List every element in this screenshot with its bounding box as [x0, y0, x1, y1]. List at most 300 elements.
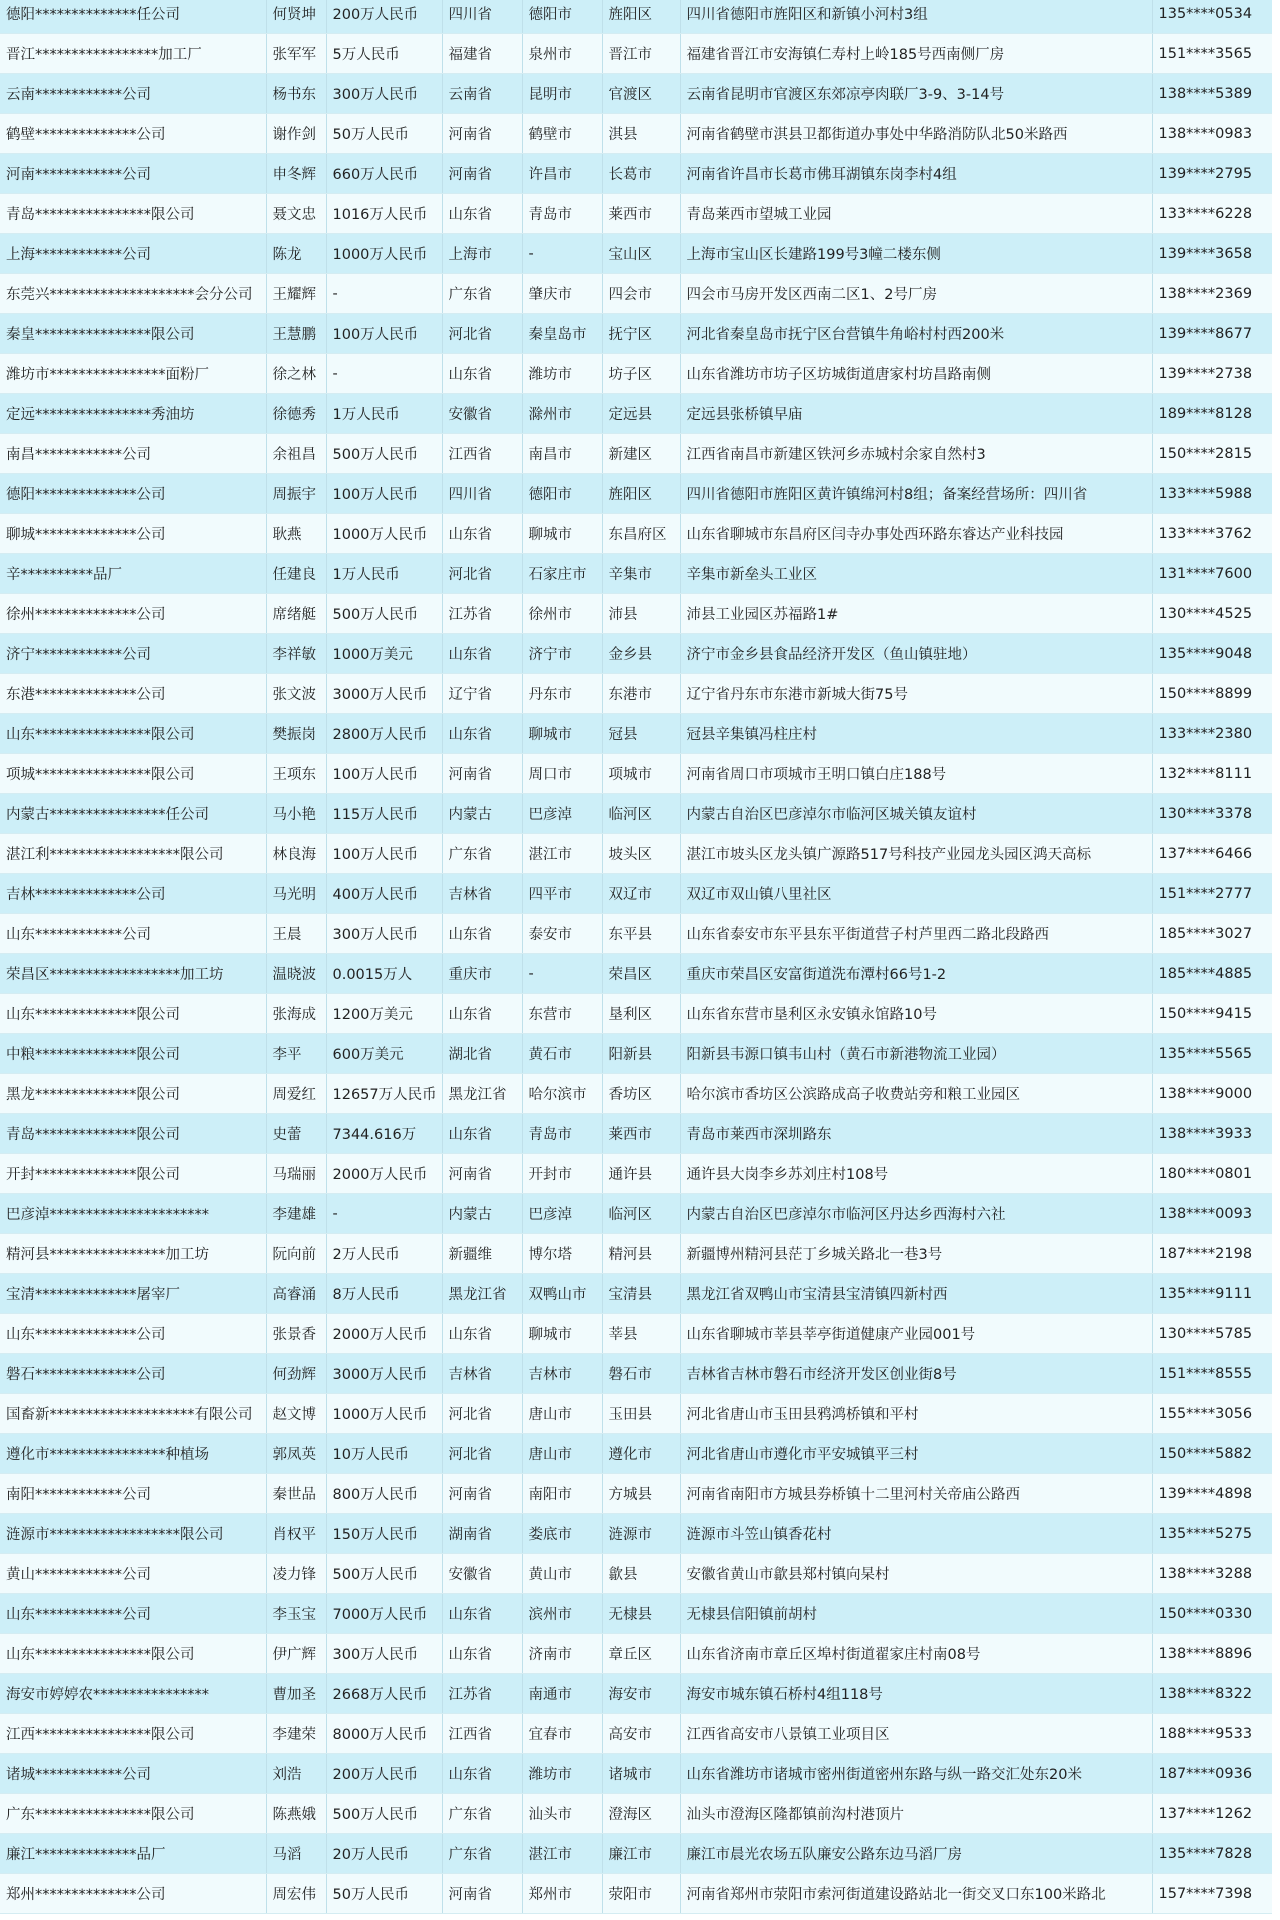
phone-cell: 150****9415 [1152, 994, 1272, 1034]
city-cell: 宜春市 [522, 1714, 602, 1754]
province-cell: 河北省 [442, 1394, 522, 1434]
phone-cell: 138****9000 [1152, 1074, 1272, 1114]
province-cell: 黑龙江省 [442, 1274, 522, 1314]
registered-capital-cell: 2000万人民币 [326, 1154, 442, 1194]
legal-rep-cell: 张景香 [266, 1314, 326, 1354]
company-name-cell: 精河县****************加工坊 [0, 1234, 266, 1274]
table-row[interactable] [0, 634, 1272, 674]
registered-capital-cell: 115万人民币 [326, 794, 442, 834]
phone-cell: 135****0534 [1152, 0, 1272, 34]
district-cell: 临河区 [602, 794, 680, 834]
company-name-cell: 济宁************公司 [0, 634, 266, 674]
table-row[interactable] [0, 1434, 1272, 1474]
legal-rep-cell: 马滔 [266, 1834, 326, 1874]
table-row[interactable] [0, 1114, 1272, 1154]
company-name-cell: 秦皇****************限公司 [0, 314, 266, 354]
legal-rep-cell: 王慧鹏 [266, 314, 326, 354]
province-cell: 河南省 [442, 754, 522, 794]
legal-rep-cell: 凌力锋 [266, 1554, 326, 1594]
province-cell: 上海市 [442, 234, 522, 274]
company-name-cell: 南阳************公司 [0, 1474, 266, 1514]
legal-rep-cell: 张海成 [266, 994, 326, 1034]
phone-cell: 130****5785 [1152, 1314, 1272, 1354]
table-row[interactable] [0, 34, 1272, 74]
phone-cell: 151****8555 [1152, 1354, 1272, 1394]
company-name-cell: 辛**********品厂 [0, 554, 266, 594]
phone-cell: 135****9048 [1152, 634, 1272, 674]
table-row[interactable] [0, 74, 1272, 114]
district-cell: 精河县 [602, 1234, 680, 1274]
table-row[interactable] [0, 1034, 1272, 1074]
province-cell: 山东省 [442, 994, 522, 1034]
district-cell: 无棣县 [602, 1594, 680, 1634]
table-row[interactable] [0, 874, 1272, 914]
registered-capital-cell: 100万人民币 [326, 474, 442, 514]
legal-rep-cell: 任建良 [266, 554, 326, 594]
legal-rep-cell: 樊振岗 [266, 714, 326, 754]
table-row[interactable] [0, 1634, 1272, 1674]
table-row[interactable] [0, 1874, 1272, 1914]
legal-rep-cell: 王项东 [266, 754, 326, 794]
city-cell: 济南市 [522, 1634, 602, 1674]
district-cell: 涟源市 [602, 1514, 680, 1554]
company-name-cell: 黄山************公司 [0, 1554, 266, 1594]
legal-rep-cell: 王晨 [266, 914, 326, 954]
phone-cell: 137****6466 [1152, 834, 1272, 874]
province-cell: 安徽省 [442, 1554, 522, 1594]
legal-rep-cell: 肖权平 [266, 1514, 326, 1554]
legal-rep-cell: 马小艳 [266, 794, 326, 834]
table-row[interactable] [0, 274, 1272, 314]
phone-cell: 133****6228 [1152, 194, 1272, 234]
company-name-cell: 徐州**************公司 [0, 594, 266, 634]
legal-rep-cell: 史蕾 [266, 1114, 326, 1154]
city-cell: 黄山市 [522, 1554, 602, 1594]
table-row[interactable] [0, 0, 1272, 34]
phone-cell: 139****4898 [1152, 1474, 1272, 1514]
phone-cell: 130****3378 [1152, 794, 1272, 834]
registered-capital-cell: 1万人民币 [326, 554, 442, 594]
company-name-cell: 东莞兴********************会分公司 [0, 274, 266, 314]
table-row[interactable] [0, 114, 1272, 154]
address-cell: 青岛莱西市望城工业园 [680, 194, 1152, 234]
table-row[interactable] [0, 1594, 1272, 1634]
legal-rep-cell: 陈燕娥 [266, 1794, 326, 1834]
phone-cell: 155****3056 [1152, 1394, 1272, 1434]
district-cell: 旌阳区 [602, 0, 680, 34]
city-cell: 聊城市 [522, 714, 602, 754]
table-row[interactable] [0, 1554, 1272, 1594]
registered-capital-cell: 2000万人民币 [326, 1314, 442, 1354]
district-cell: 长葛市 [602, 154, 680, 194]
table-row[interactable] [0, 1514, 1272, 1554]
address-cell: 廉江市晨光农场五队廉安公路东边马滔厂房 [680, 1834, 1152, 1874]
legal-rep-cell: 何贤坤 [266, 0, 326, 34]
address-cell: 海安市城东镇石桥村4组118号 [680, 1674, 1152, 1714]
registered-capital-cell: 7344.616万 [326, 1114, 442, 1154]
table-row[interactable] [0, 1354, 1272, 1394]
registered-capital-cell: 1000万美元 [326, 634, 442, 674]
phone-cell: 139****2738 [1152, 354, 1272, 394]
city-cell: 郑州市 [522, 1874, 602, 1914]
phone-cell: 138****8896 [1152, 1634, 1272, 1674]
province-cell: 山东省 [442, 914, 522, 954]
district-cell: 诸城市 [602, 1754, 680, 1794]
company-name-cell: 河南************公司 [0, 154, 266, 194]
registered-capital-cell: 150万人民币 [326, 1514, 442, 1554]
address-cell: 黑龙江省双鸭山市宝清县宝清镇四新村西 [680, 1274, 1152, 1314]
address-cell: 汕头市澄海区隆都镇前沟村港顶片 [680, 1794, 1152, 1834]
phone-cell: 139****3658 [1152, 234, 1272, 274]
table-row[interactable] [0, 754, 1272, 794]
table-row[interactable] [0, 194, 1272, 234]
district-cell: 章丘区 [602, 1634, 680, 1674]
city-cell: 滁州市 [522, 394, 602, 434]
district-cell: 项城市 [602, 754, 680, 794]
legal-rep-cell: 高睿涌 [266, 1274, 326, 1314]
table-row[interactable] [0, 514, 1272, 554]
province-cell: 安徽省 [442, 394, 522, 434]
table-row[interactable] [0, 1314, 1272, 1354]
city-cell: 双鸭山市 [522, 1274, 602, 1314]
table-row[interactable] [0, 994, 1272, 1034]
province-cell: 广东省 [442, 1794, 522, 1834]
province-cell: 吉林省 [442, 1354, 522, 1394]
company-name-cell: 鹤壁**************公司 [0, 114, 266, 154]
registered-capital-cell: 100万人民币 [326, 314, 442, 354]
address-cell: 新疆博州精河县茫丁乡城关路北一巷3号 [680, 1234, 1152, 1274]
legal-rep-cell: 谢作剑 [266, 114, 326, 154]
city-cell: - [522, 234, 602, 274]
table-row[interactable] [0, 1154, 1272, 1194]
address-cell: 河南省许昌市长葛市佛耳湖镇东岗李村4组 [680, 154, 1152, 194]
legal-rep-cell: 李建雄 [266, 1194, 326, 1234]
legal-rep-cell: 陈龙 [266, 234, 326, 274]
address-cell: 江西省南昌市新建区铁河乡赤城村余家自然村3 [680, 434, 1152, 474]
phone-cell: 135****5565 [1152, 1034, 1272, 1074]
registered-capital-cell: 1万人民币 [326, 394, 442, 434]
address-cell: 安徽省黄山市歙县郑村镇向杲村 [680, 1554, 1152, 1594]
city-cell: - [522, 954, 602, 994]
phone-cell: 137****1262 [1152, 1794, 1272, 1834]
province-cell: 福建省 [442, 34, 522, 74]
legal-rep-cell: 马光明 [266, 874, 326, 914]
phone-cell: 138****8322 [1152, 1674, 1272, 1714]
phone-cell: 150****0330 [1152, 1594, 1272, 1634]
table-row[interactable] [0, 1714, 1272, 1754]
city-cell: 黄石市 [522, 1034, 602, 1074]
province-cell: 山东省 [442, 514, 522, 554]
district-cell: 坊子区 [602, 354, 680, 394]
address-cell: 沛县工业园区苏福路1# [680, 594, 1152, 634]
legal-rep-cell: 耿燕 [266, 514, 326, 554]
address-cell: 内蒙古自治区巴彦淖尔市临河区丹达乡西海村六社 [680, 1194, 1152, 1234]
district-cell: 澄海区 [602, 1794, 680, 1834]
city-cell: 聊城市 [522, 1314, 602, 1354]
district-cell: 磐石市 [602, 1354, 680, 1394]
legal-rep-cell: 聂文忠 [266, 194, 326, 234]
phone-cell: 185****3027 [1152, 914, 1272, 954]
company-name-cell: 宝清**************屠宰厂 [0, 1274, 266, 1314]
province-cell: 广东省 [442, 274, 522, 314]
phone-cell: 185****4885 [1152, 954, 1272, 994]
registered-capital-cell: 7000万人民币 [326, 1594, 442, 1634]
phone-cell: 132****8111 [1152, 754, 1272, 794]
district-cell: 冠县 [602, 714, 680, 754]
phone-cell: 189****8128 [1152, 394, 1272, 434]
registered-capital-cell: 3000万人民币 [326, 1354, 442, 1394]
phone-cell: 157****7398 [1152, 1874, 1272, 1914]
legal-rep-cell: 张军军 [266, 34, 326, 74]
legal-rep-cell: 赵文博 [266, 1394, 326, 1434]
table-row[interactable] [0, 914, 1272, 954]
legal-rep-cell: 伊广辉 [266, 1634, 326, 1674]
city-cell: 哈尔滨市 [522, 1074, 602, 1114]
company-name-cell: 国畜新********************有限公司 [0, 1394, 266, 1434]
city-cell: 巴彦淖 [522, 1194, 602, 1234]
company-name-cell: 聊城**************公司 [0, 514, 266, 554]
registered-capital-cell: - [326, 274, 442, 314]
legal-rep-cell: 席绪艇 [266, 594, 326, 634]
table-row[interactable] [0, 1194, 1272, 1234]
registered-capital-cell: 800万人民币 [326, 1474, 442, 1514]
district-cell: 临河区 [602, 1194, 680, 1234]
registered-capital-cell: 500万人民币 [326, 594, 442, 634]
address-cell: 通许县大岗李乡苏刘庄村108号 [680, 1154, 1152, 1194]
address-cell: 湛江市坡头区龙头镇广源路517号科技产业园龙头园区鸿天高标 [680, 834, 1152, 874]
city-cell: 丹东市 [522, 674, 602, 714]
registered-capital-cell: 8000万人民币 [326, 1714, 442, 1754]
address-cell: 阳新县韦源口镇韦山村（黄石市新港物流工业园） [680, 1034, 1152, 1074]
city-cell: 青岛市 [522, 194, 602, 234]
company-name-cell: 江西****************限公司 [0, 1714, 266, 1754]
registered-capital-cell: 8万人民币 [326, 1274, 442, 1314]
table-row[interactable] [0, 1474, 1272, 1514]
district-cell: 歙县 [602, 1554, 680, 1594]
table-row[interactable] [0, 554, 1272, 594]
table-row[interactable] [0, 954, 1272, 994]
district-cell: 淇县 [602, 114, 680, 154]
address-cell: 山东省东营市垦利区永安镇永馆路10号 [680, 994, 1152, 1034]
district-cell: 旌阳区 [602, 474, 680, 514]
district-cell: 新建区 [602, 434, 680, 474]
legal-rep-cell: 何劲辉 [266, 1354, 326, 1394]
province-cell: 河南省 [442, 1474, 522, 1514]
company-name-cell: 涟源市******************限公司 [0, 1514, 266, 1554]
table-row[interactable] [0, 314, 1272, 354]
table-row[interactable] [0, 1674, 1272, 1714]
address-cell: 河北省唐山市玉田县鸦鸿桥镇和平村 [680, 1394, 1152, 1434]
registered-capital-cell: - [326, 354, 442, 394]
district-cell: 辛集市 [602, 554, 680, 594]
district-cell: 通许县 [602, 1154, 680, 1194]
city-cell: 泉州市 [522, 34, 602, 74]
company-name-cell: 青岛****************限公司 [0, 194, 266, 234]
province-cell: 河北省 [442, 314, 522, 354]
table-row[interactable] [0, 1074, 1272, 1114]
registered-capital-cell: 10万人民币 [326, 1434, 442, 1474]
table-row[interactable] [0, 394, 1272, 434]
address-cell: 四川省德阳市旌阳区黄许镇绵河村8组；备案经营场所：四川省 [680, 474, 1152, 514]
city-cell: 昆明市 [522, 74, 602, 114]
legal-rep-cell: 刘浩 [266, 1754, 326, 1794]
address-cell: 辽宁省丹东市东港市新城大街75号 [680, 674, 1152, 714]
address-cell: 四会市马房开发区西南二区1、2号厂房 [680, 274, 1152, 314]
address-cell: 哈尔滨市香坊区公滨路成高子收费站旁和粮工业园区 [680, 1074, 1152, 1114]
phone-cell: 151****2777 [1152, 874, 1272, 914]
legal-rep-cell: 王耀辉 [266, 274, 326, 314]
table-row[interactable] [0, 834, 1272, 874]
city-cell: 泰安市 [522, 914, 602, 954]
province-cell: 江西省 [442, 434, 522, 474]
registered-capital-cell: 20万人民币 [326, 1834, 442, 1874]
table-row[interactable] [0, 434, 1272, 474]
table-row[interactable] [0, 1394, 1272, 1434]
address-cell: 定远县张桥镇早庙 [680, 394, 1152, 434]
province-cell: 重庆市 [442, 954, 522, 994]
legal-rep-cell: 马瑞丽 [266, 1154, 326, 1194]
registered-capital-cell: 50万人民币 [326, 1874, 442, 1914]
phone-cell: 187****0936 [1152, 1754, 1272, 1794]
address-cell: 四川省德阳市旌阳区和新镇小河村3组 [680, 0, 1152, 34]
province-cell: 山东省 [442, 1114, 522, 1154]
phone-cell: 138****3933 [1152, 1114, 1272, 1154]
province-cell: 内蒙古 [442, 1194, 522, 1234]
district-cell: 荥阳市 [602, 1874, 680, 1914]
address-cell: 河南省鹤壁市淇县卫都街道办事处中华路消防队北50米路西 [680, 114, 1152, 154]
city-cell: 鹤壁市 [522, 114, 602, 154]
legal-rep-cell: 郭凤英 [266, 1434, 326, 1474]
address-cell: 辛集市新垒头工业区 [680, 554, 1152, 594]
city-cell: 青岛市 [522, 1114, 602, 1154]
province-cell: 湖北省 [442, 1034, 522, 1074]
address-cell: 河南省南阳市方城县券桥镇十二里河村关帝庙公路西 [680, 1474, 1152, 1514]
province-cell: 内蒙古 [442, 794, 522, 834]
company-name-cell: 晋江*****************加工厂 [0, 34, 266, 74]
province-cell: 河北省 [442, 554, 522, 594]
registered-capital-cell: 12657万人民币 [326, 1074, 442, 1114]
district-cell: 方城县 [602, 1474, 680, 1514]
registered-capital-cell: 1016万人民币 [326, 194, 442, 234]
province-cell: 四川省 [442, 474, 522, 514]
legal-rep-cell: 曹加圣 [266, 1674, 326, 1714]
district-cell: 莱西市 [602, 1114, 680, 1154]
registered-capital-cell: 100万人民币 [326, 754, 442, 794]
district-cell: 莘县 [602, 1314, 680, 1354]
province-cell: 山东省 [442, 354, 522, 394]
company-name-cell: 开封**************限公司 [0, 1154, 266, 1194]
province-cell: 山东省 [442, 1594, 522, 1634]
phone-cell: 135****5275 [1152, 1514, 1272, 1554]
phone-cell: 187****2198 [1152, 1234, 1272, 1274]
district-cell: 宝清县 [602, 1274, 680, 1314]
city-cell: 开封市 [522, 1154, 602, 1194]
company-name-cell: 内蒙古****************任公司 [0, 794, 266, 834]
table-row[interactable] [0, 1234, 1272, 1274]
address-cell: 山东省潍坊市诸城市密州街道密州东路与纵一路交汇处东20米 [680, 1754, 1152, 1794]
city-cell: 潍坊市 [522, 1754, 602, 1794]
company-name-cell: 山东**************限公司 [0, 994, 266, 1034]
province-cell: 辽宁省 [442, 674, 522, 714]
city-cell: 济宁市 [522, 634, 602, 674]
company-name-cell: 郑州**************公司 [0, 1874, 266, 1914]
table-row[interactable] [0, 1794, 1272, 1834]
city-cell: 娄底市 [522, 1514, 602, 1554]
address-cell: 福建省晋江市安海镇仁寿村上岭185号西南侧厂房 [680, 34, 1152, 74]
table-row[interactable] [0, 674, 1272, 714]
table-row[interactable] [0, 354, 1272, 394]
address-cell: 青岛市莱西市深圳路东 [680, 1114, 1152, 1154]
province-cell: 吉林省 [442, 874, 522, 914]
province-cell: 山东省 [442, 634, 522, 674]
province-cell: 黑龙江省 [442, 1074, 522, 1114]
table-row[interactable] [0, 1834, 1272, 1874]
table-row[interactable] [0, 474, 1272, 514]
registered-capital-cell: 0.0015万人 [326, 954, 442, 994]
city-cell: 南通市 [522, 1674, 602, 1714]
company-name-cell: 东港**************公司 [0, 674, 266, 714]
legal-rep-cell: 温晓波 [266, 954, 326, 994]
company-name-cell: 云南************公司 [0, 74, 266, 114]
table-row[interactable] [0, 234, 1272, 274]
address-cell: 河北省唐山市遵化市平安城镇平三村 [680, 1434, 1152, 1474]
address-cell: 吉林省吉林市磐石市经济开发区创业街8号 [680, 1354, 1152, 1394]
registered-capital-cell: 300万人民币 [326, 74, 442, 114]
company-name-cell: 上海************公司 [0, 234, 266, 274]
phone-cell: 131****7600 [1152, 554, 1272, 594]
table-row[interactable] [0, 154, 1272, 194]
city-cell: 肇庆市 [522, 274, 602, 314]
city-cell: 唐山市 [522, 1394, 602, 1434]
legal-rep-cell: 秦世品 [266, 1474, 326, 1514]
address-cell: 内蒙古自治区巴彦淖尔市临河区城关镇友谊村 [680, 794, 1152, 834]
district-cell: 坡头区 [602, 834, 680, 874]
district-cell: 海安市 [602, 1674, 680, 1714]
district-cell: 金乡县 [602, 634, 680, 674]
phone-cell: 139****2795 [1152, 154, 1272, 194]
address-cell: 山东省聊城市东昌府区闫寺办事处西环路东睿达产业科技园 [680, 514, 1152, 554]
company-name-cell: 山东**************公司 [0, 1314, 266, 1354]
table-row[interactable] [0, 1274, 1272, 1314]
phone-cell: 138****5389 [1152, 74, 1272, 114]
province-cell: 广东省 [442, 834, 522, 874]
legal-rep-cell: 李祥敏 [266, 634, 326, 674]
phone-cell: 133****2380 [1152, 714, 1272, 754]
legal-rep-cell: 徐之林 [266, 354, 326, 394]
district-cell: 阳新县 [602, 1034, 680, 1074]
phone-cell: 133****5988 [1152, 474, 1272, 514]
city-cell: 巴彦淖 [522, 794, 602, 834]
registered-capital-cell: 200万人民币 [326, 1754, 442, 1794]
district-cell: 遵化市 [602, 1434, 680, 1474]
table-row[interactable] [0, 594, 1272, 634]
registered-capital-cell: 600万美元 [326, 1034, 442, 1074]
table-row[interactable] [0, 714, 1272, 754]
province-cell: 广东省 [442, 1834, 522, 1874]
address-cell: 云南省昆明市官渡区东郊凉亭肉联厂3-9、3-14号 [680, 74, 1152, 114]
table-row[interactable] [0, 794, 1272, 834]
city-cell: 秦皇岛市 [522, 314, 602, 354]
table-row[interactable] [0, 1754, 1272, 1794]
registered-capital-cell: 50万人民币 [326, 114, 442, 154]
city-cell: 博尔塔 [522, 1234, 602, 1274]
city-cell: 徐州市 [522, 594, 602, 634]
address-cell: 山东省济南市章丘区埠村街道翟家庄村南08号 [680, 1634, 1152, 1674]
province-cell: 新疆维 [442, 1234, 522, 1274]
phone-cell: 150****5882 [1152, 1434, 1272, 1474]
city-cell: 许昌市 [522, 154, 602, 194]
legal-rep-cell: 徐德秀 [266, 394, 326, 434]
